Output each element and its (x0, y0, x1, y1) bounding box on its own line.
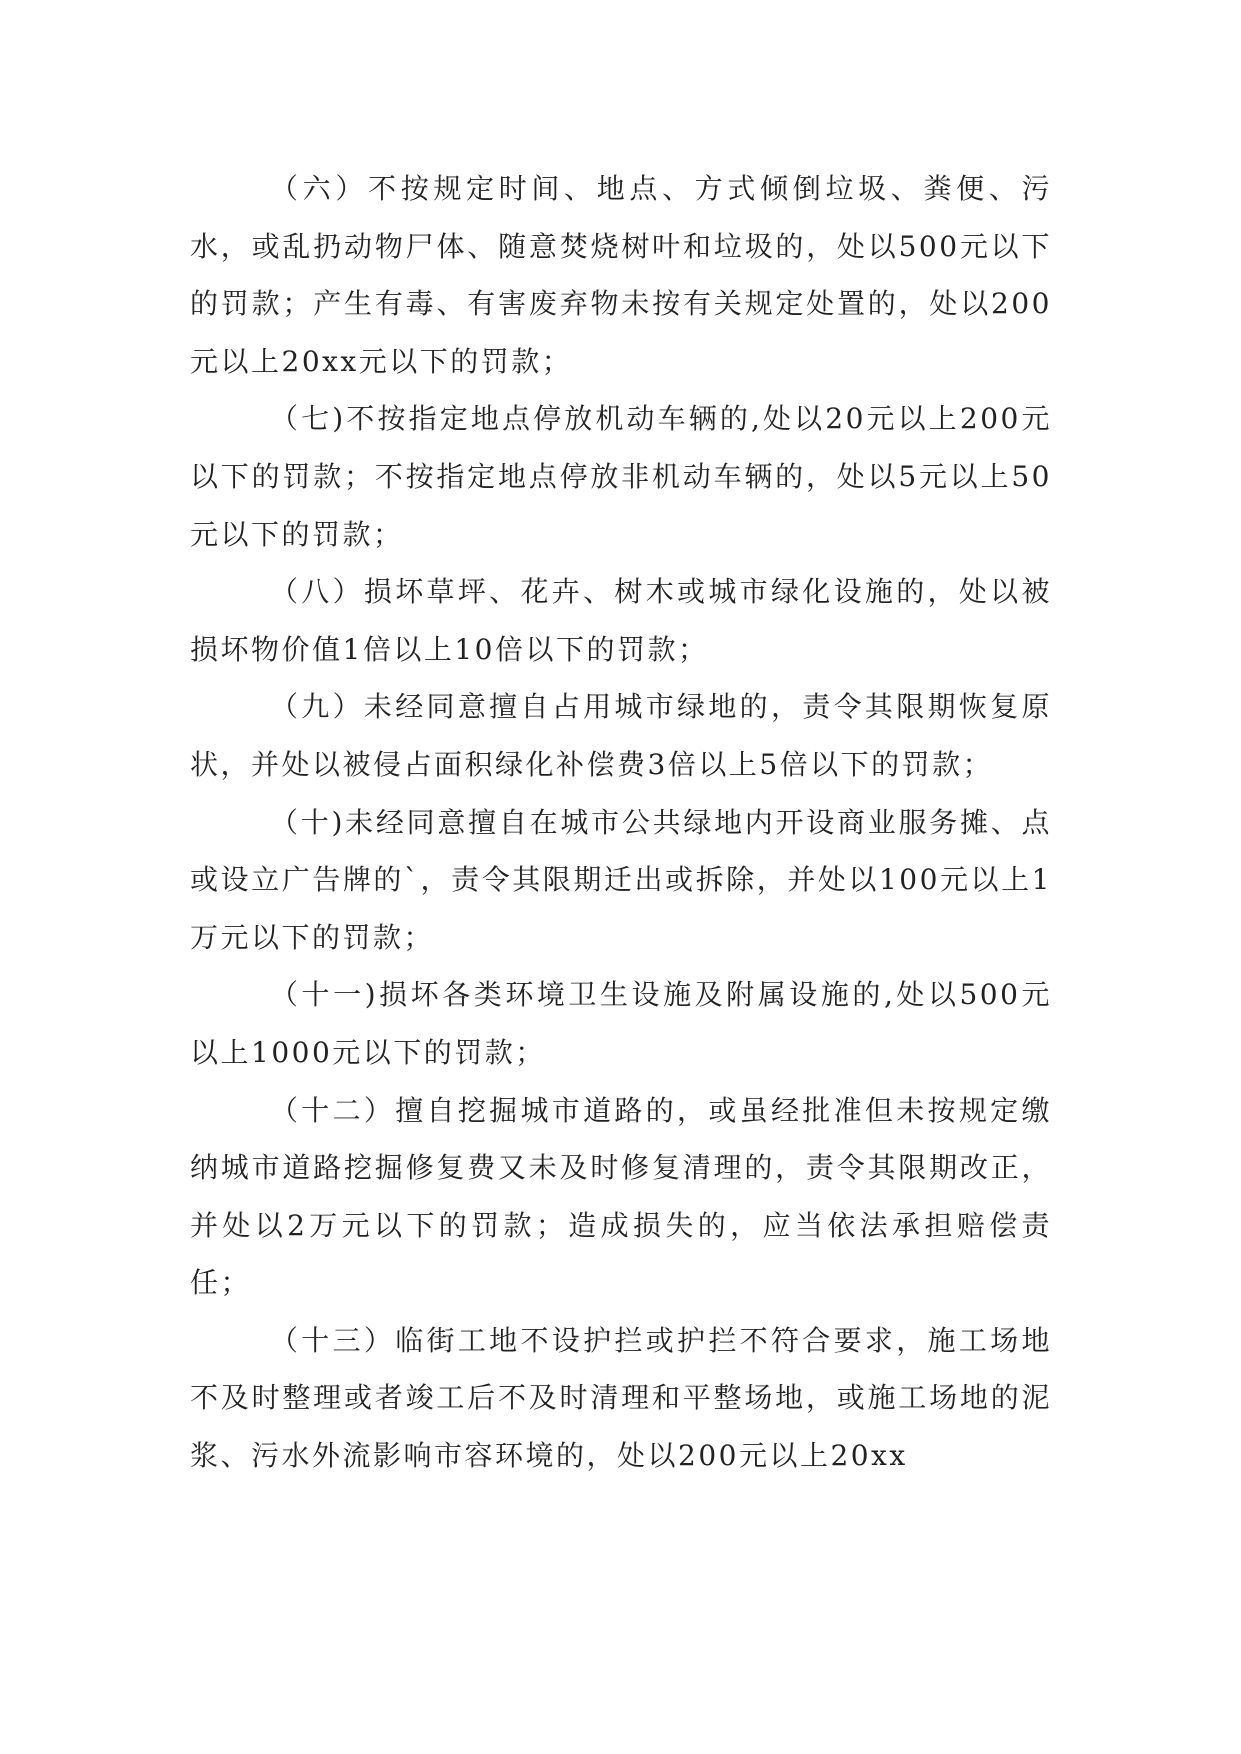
document-body (190, 160, 1052, 1485)
paragraph-clause-7: （七)不按指定地点停放机动车辆的,处以20元以上200元以下的罚款；不按指定地点停放非机动车辆的，处以5元以上50元以下的罚款； (190, 402, 1052, 551)
paragraph-clause-11: （十一)损坏各类环境卫生设施及附属设施的,处以500元以上1000元以下的罚款； (190, 978, 1052, 1069)
paragraph-clause-8: （八）损坏草坪、花卉、树木或城市绿化设施的，处以被损坏物价值1倍以上10倍以下的罚款； (190, 575, 1052, 666)
paragraph-clause-6: （六）不按规定时间、地点、方式倾倒垃圾、粪便、污水，或乱扔动物尸体、随意焚烧树叶和垃圾的，处以500元以下的罚款；产生有毒、有害废弃物未按有关规定处置的，处以200元以上20xx元以下的罚款； (190, 172, 1052, 378)
paragraph-clause-9: （九）未经同意擅自占用城市绿地的，责令其限期恢复原状，并处以被侵占面积绿化补偿费3倍以上5倍以下的罚款； (190, 690, 1052, 781)
paragraph-clause-12: （十二）擅自挖掘城市道路的，或虽经批准但未按规定缴纳城市道路挖掘修复费又未及时修复清理的，责令其限期改正，并处以2万元以下的罚款；造成损失的，应当依法承担赔偿责任； (190, 1093, 1052, 1300)
paragraph-clause-13: （十三）临街工地不设护拦或护拦不符合要求，施工场地不及时整理或者竣工后不及时清理和平整场地，或施工场地的泥浆、污水外流影响市容环境的，处以200元以上20xx (190, 1323, 1052, 1473)
paragraph-clause-10: （十)未经同意擅自在城市公共绿地内开设商业服务摊、点或设立广告牌的`，责令其限期迁出或拆除，并处以100元以上1万元以下的罚款； (190, 805, 1052, 954)
